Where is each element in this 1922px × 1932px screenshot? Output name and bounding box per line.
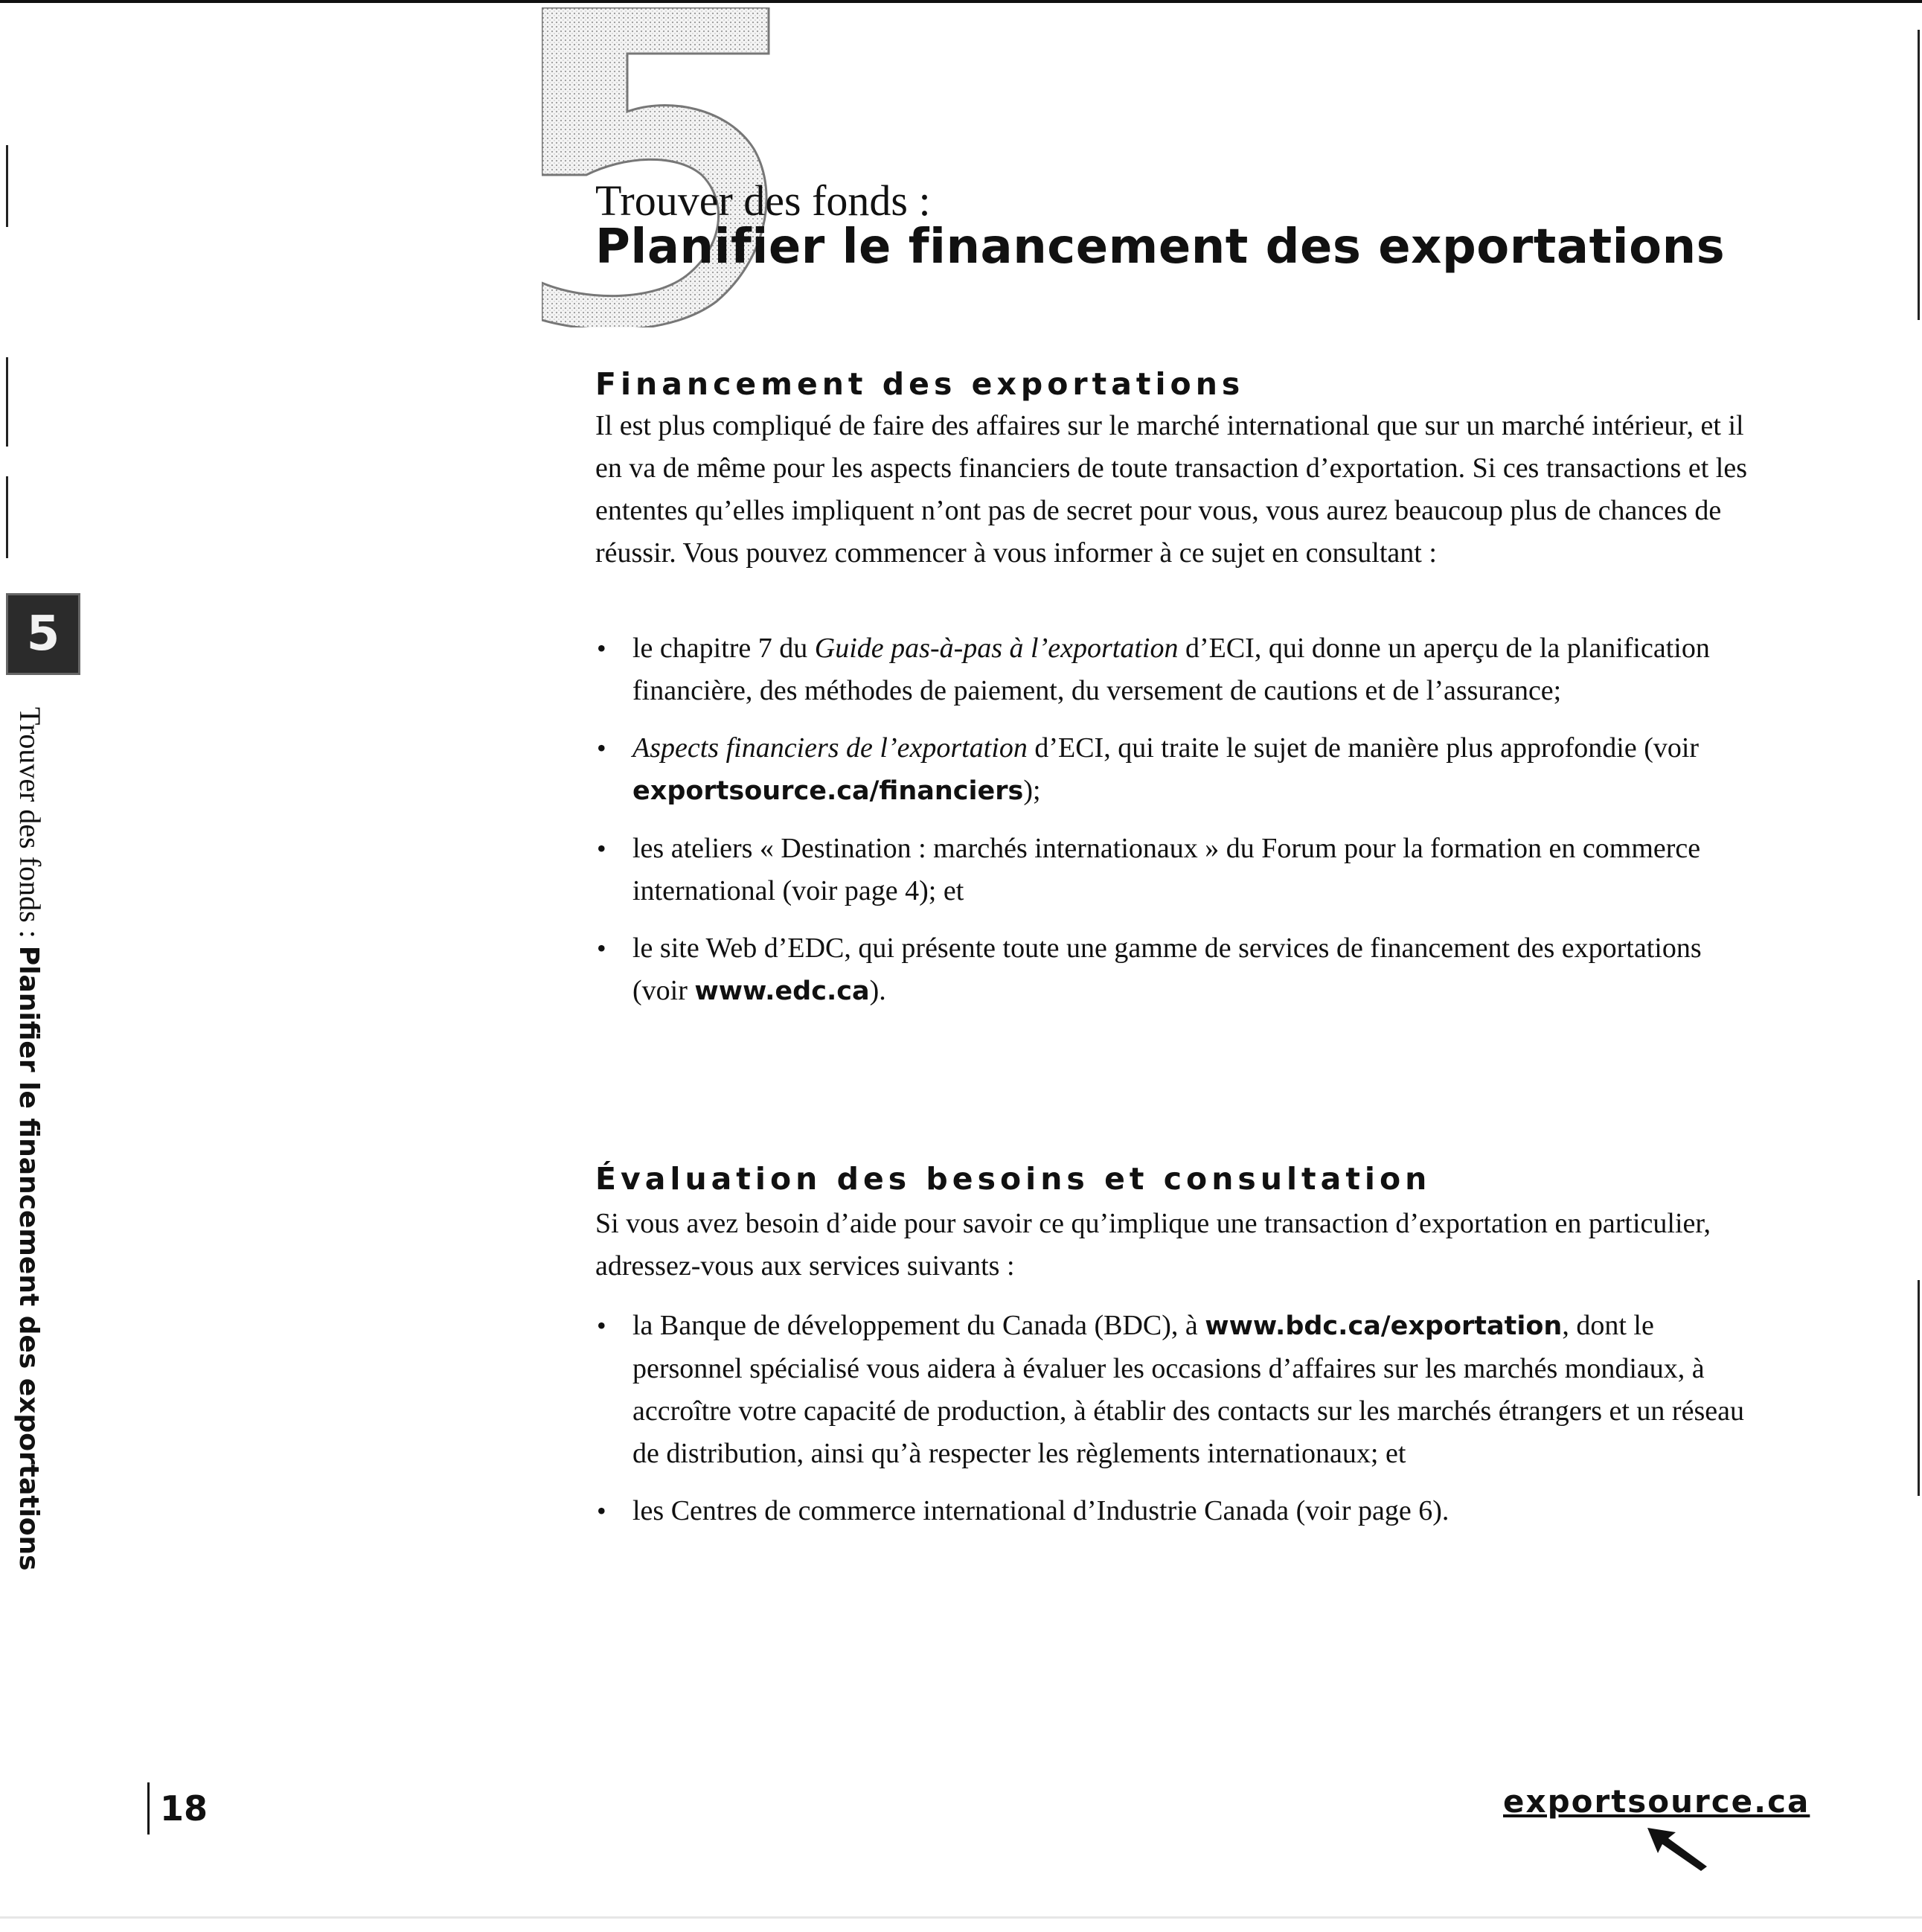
scan-mark-right-2 [1918,1280,1920,1496]
chapter-title: Planifier le financement des exportations [595,220,1726,275]
large-five-graphic [542,7,780,327]
side-running-title [13,707,48,1571]
bullet-icon: • [597,733,606,763]
chapter-tab-number: 5 [26,607,60,662]
list-item-text: d’ECI, qui traite le sujet de manière plus approfondie (voir [1027,732,1700,764]
section-intro-financement: Il est plus compliqué de faire des affaires sur le marché international que sur un marché intérieur, et il en va de même pour les aspects financiers de toute transaction d’exportation. Si ces transactions et les ententes qu’elles impliquent n’ont pas de secret pour vous, vous aurez beaucoup plus de chances de réussir. Vous pouvez commencer à vous informer à ce sujet en consultant : [595,410,1747,569]
scan-border-bottom [0,1916,1922,1919]
side-title-kicker: Trouver des fonds : [13,707,47,946]
chapter-tab [6,593,80,675]
scan-border-top [0,0,1922,3]
list-item [595,1490,1756,1532]
section-heading-evaluation: Évaluation des besoins et consultation [595,1161,1432,1197]
link-exportsource-financiers[interactable]: exportsource.ca/financiers [632,776,1024,806]
financement-resource-list [595,627,1756,1028]
list-item-text: les ateliers « Destination : marchés internationaux » du Forum pour la formation en commerce international (voir page 4); et [632,833,1701,906]
list-item-text: le chapitre 7 du [632,633,815,664]
list-item [595,727,1756,813]
publication-title: Aspects financiers de l’exportation [632,732,1028,764]
evaluation-resource-list [595,1305,1756,1547]
bullet-icon: • [597,834,606,863]
section-heading-financement: Financement des exportations [595,366,1245,402]
bullet-icon: • [597,1496,606,1526]
list-item-text: les Centres de commerce international d’Industrie Canada (voir page 6). [632,1495,1449,1526]
list-item-text: ); [1023,775,1041,806]
list-item-text: , dont le personnel spécialisé vous aidera à évaluer les occasions d’affaires sur les marchés mondiaux, à accroître votre capacité de production, à établir des contacts sur les marchés étrangers et un réseau de distribution, ainsi qu’à respecter les règlements internationaux; et [632,1310,1744,1469]
scan-mark-left-1 [6,145,8,227]
publication-title: Guide pas-à-pas à l’exportation [814,633,1179,664]
bullet-icon: • [597,1311,606,1340]
list-item [595,927,1756,1013]
list-item [595,1305,1756,1475]
footer-website-link[interactable]: exportsource.ca [1503,1783,1810,1820]
bullet-icon: • [597,933,606,963]
side-title-main: Planifier le financement des exportations [13,945,44,1571]
bullet-icon: • [597,633,606,663]
list-item-text: d’ECI, qui donne un aperçu de la planification financière, des méthodes de paiement, du versement de cautions et de l’assurance; [632,633,1710,706]
list-item-text: la Banque de développement du Canada (BDC), à [632,1310,1205,1341]
chapter-kicker: Trouver des fonds : [595,176,931,225]
scan-mark-left-3 [6,476,8,558]
list-item [595,828,1756,912]
list-item-text: le site Web d’EDC, qui présente toute une gamme de services de financement des exportations (voir [632,933,1702,1006]
arrow-icon [1637,1822,1719,1874]
list-item-text: ). [869,975,886,1006]
link-edc[interactable]: www.edc.ca [694,976,870,1006]
scan-mark-right-1 [1918,30,1920,320]
list-item [595,627,1756,712]
page-number: 18 [147,1782,208,1835]
scan-mark-left-2 [6,357,8,447]
link-bdc-exportation[interactable]: www.bdc.ca/exportation [1205,1311,1563,1341]
section-intro-evaluation: Si vous avez besoin d’aide pour savoir ce qu’implique une transaction d’exportation en particulier, adressez-vous aux services suivants : [595,1208,1711,1282]
